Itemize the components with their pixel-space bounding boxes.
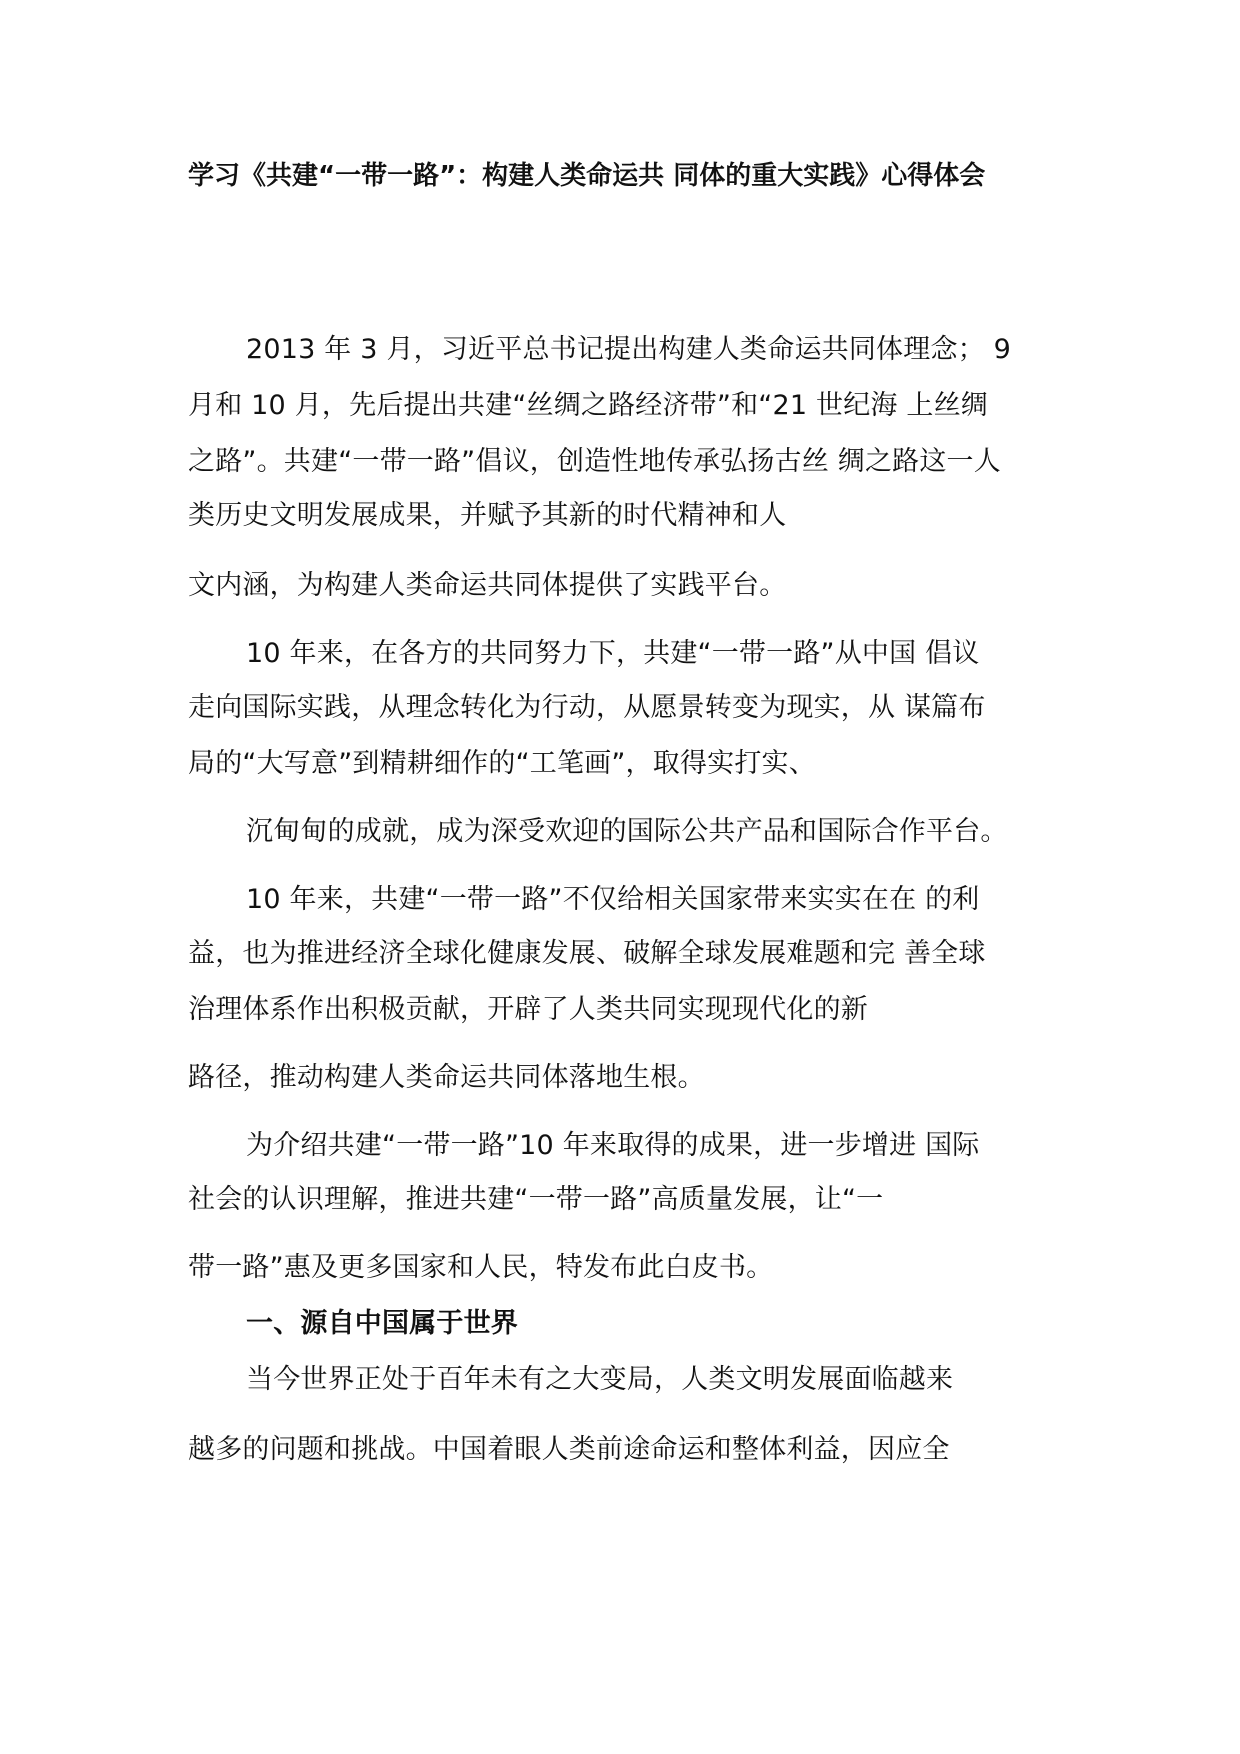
paragraph-line: 走向国际实践，从理念转化为行动，从愿景转变为现实，从 谋篇布 — [188, 692, 986, 723]
paragraph-line: 当今世界正处于百年未有之大变局，人类文明发展面临越来 — [246, 1364, 954, 1395]
paragraph-line: 为介绍共建“一带一路”10 年来取得的成果，进一步增进 国际 — [246, 1130, 980, 1161]
paragraph-line: 沉甸甸的成就，成为深受欢迎的国际公共产品和国际合作平台。 — [246, 816, 1008, 847]
paragraph-line: 益，也为推进经济全球化健康发展、破解全球发展难题和完 善全球 — [188, 938, 986, 969]
paragraph-line: 月和 10 月，先后提出共建“丝绸之路经济带”和“21 世纪海 上丝绸 — [188, 390, 989, 421]
paragraph-line: 路径，推动构建人类命运共同体落地生根。 — [188, 1062, 705, 1093]
paragraph-line: 10 年来，在各方的共同努力下，共建“一带一路”从中国 倡议 — [246, 638, 980, 669]
paragraph-line: 社会的认识理解，推进共建“一带一路”高质量发展，让“一 — [188, 1184, 884, 1215]
document-title: 学习《共建“一带一路”：构建人类命运共 同体的重大实践》心得体会 — [188, 161, 986, 191]
paragraph-line: 文内涵，为构建人类命运共同体提供了实践平台。 — [188, 570, 787, 601]
section-heading: 一、源自中国属于世界 — [246, 1308, 518, 1339]
paragraph-line: 局的“大写意”到精耕细作的“工笔画”，取得实打实、 — [188, 748, 816, 779]
paragraph-line: 越多的问题和挑战。中国着眼人类前途命运和整体利益，因应全 — [188, 1434, 950, 1465]
paragraph-line: 治理体系作出积极贡献，开辟了人类共同实现现代化的新 — [188, 994, 868, 1025]
paragraph-line: 带一路”惠及更多国家和人民，特发布此白皮书。 — [188, 1252, 774, 1283]
paragraph-line: 2013 年 3 月，习近平总书记提出构建人类命运共同体理念； 9 — [246, 334, 1011, 365]
paragraph-line: 之路”。共建“一带一路”倡议，创造性地传承弘扬古丝 绸之路这一人 — [188, 446, 1001, 477]
paragraph-line: 10 年来，共建“一带一路”不仅给相关国家带来实实在在 的利 — [246, 884, 980, 915]
paragraph-line: 类历史文明发展成果，并赋予其新的时代精神和人 — [188, 500, 787, 531]
